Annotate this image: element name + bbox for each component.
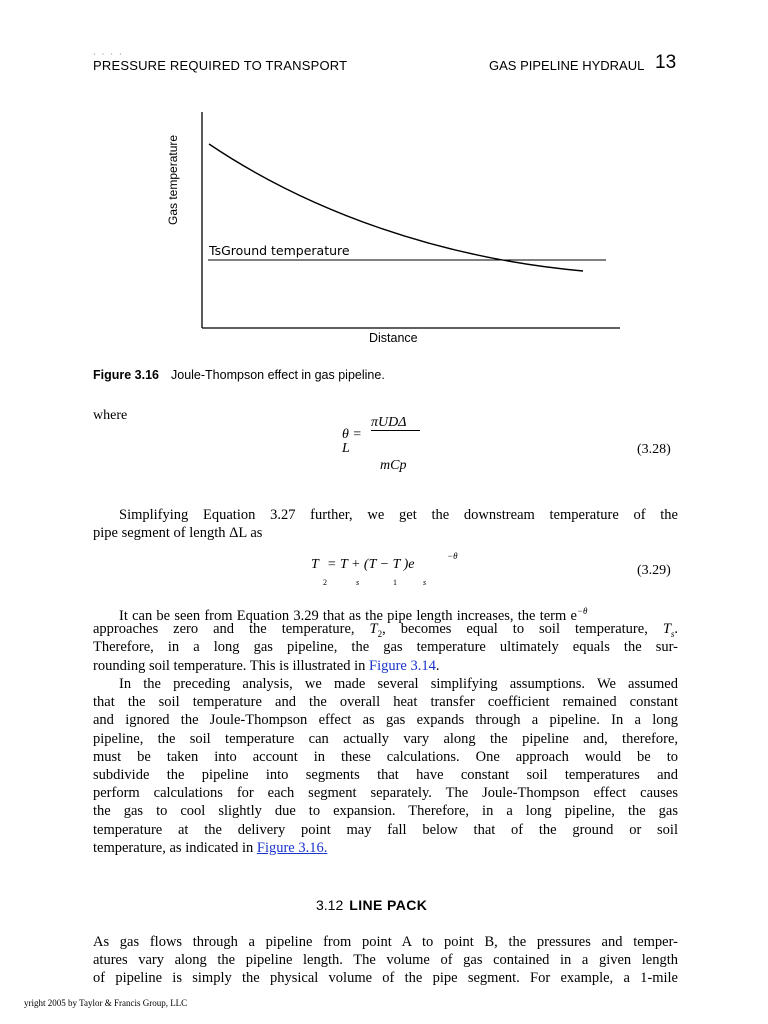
paragraph-line: subdivide the pipeline into segments that have constant soil temperatures and	[93, 766, 678, 783]
paragraph-line: must be taken into account in these calculations. One approach would be to	[93, 748, 678, 765]
caption-text: Joule-Thompson effect in gas pipeline.	[171, 368, 385, 382]
paragraph-simplifying	[93, 506, 678, 524]
paragraph-line: and ignored the Joule-Thompson effect as gas expands through a pipeline. In a long	[93, 712, 678, 729]
caption-number: Figure 3.16	[93, 368, 159, 382]
x-axis-label: Distance	[369, 331, 418, 345]
paragraph-line	[93, 657, 678, 675]
paragraph-line: pipeline, the soil temperature can actually vary along the pipeline and, therefore,	[93, 730, 678, 747]
paragraph-line: Simplifying Equation 3.27 further, we get the downstream temperature of the	[119, 507, 678, 523]
y-axis-label: Gas temperature	[166, 134, 180, 225]
where-word: where	[93, 408, 128, 423]
eq-3-28-lhs-denominator: L	[342, 441, 350, 456]
eq-3-28-numerator: πUDΔ	[371, 415, 420, 431]
paragraph-eq-3-29	[93, 602, 678, 675]
para2-line1-sup: −θ	[576, 606, 588, 616]
running-header-right: GAS PIPELINE HYDRAUL	[489, 58, 645, 73]
paragraph-line	[93, 839, 678, 857]
paragraph-line: perform calculations for each segment separately. The Joule-Thompson effect causes	[93, 785, 678, 802]
para2-text: .	[435, 657, 440, 674]
para2-text: rounding soil temperature. This is illustrated in	[93, 657, 366, 674]
para2-Ts-sub: s	[670, 629, 675, 640]
running-header-left: PRESSURE REQUIRED TO TRANSPORT	[93, 58, 348, 73]
section-number: 3.12	[316, 897, 344, 913]
eq-3-28-denominator: mCp	[380, 458, 407, 473]
figure-caption	[93, 368, 385, 382]
paragraph-line-pack	[93, 933, 678, 988]
section-heading	[316, 897, 427, 913]
eq-3-29-exponent: −θ	[447, 551, 458, 561]
eq-3-29-rhs: = T + (T − T )e	[327, 557, 415, 572]
paragraph-simplifying-cont	[93, 524, 678, 542]
para2-line1-text: It can be seen from Equation 3.29 that as the pipe length increases, the term e	[119, 607, 577, 624]
paragraph-line: of pipeline is simply the physical volume of the pipe segment. For example, a 1-mile	[93, 970, 678, 987]
paragraph-line: pipe segment of length ΔL as	[93, 525, 263, 541]
paragraph-line	[93, 620, 678, 638]
figure-3-14-link[interactable]: Figure 3.14	[369, 657, 436, 674]
para3-link-end: .	[323, 839, 328, 856]
eq-3-29-T: T	[311, 557, 319, 572]
paragraph-line: As gas flows through a pipeline from point A to point B, the pressures and temper-	[93, 934, 678, 950]
paragraph-line	[93, 602, 678, 624]
ground-temperature-label: TsGround temperature	[209, 243, 350, 258]
para2-Ts: T	[662, 621, 671, 638]
page-number: 13	[655, 52, 677, 73]
eq-3-29-sub-1: 1	[393, 578, 397, 587]
paragraph-line: atures vary along the pipeline length. The volume of gas contained in a given length	[93, 952, 678, 969]
paragraph-line: that the soil temperature and the overall heat transfer coefficient remained constant	[93, 694, 678, 711]
eq-3-29-sub-s: s	[356, 578, 360, 587]
eq-3-29-sub-2: 2	[323, 578, 327, 587]
para2-T2-sub: 2	[377, 629, 383, 640]
eq-3-28-number: (3.28)	[637, 442, 671, 457]
para2-text: approaches zero and the temperature,	[93, 621, 355, 638]
para2-text: .	[674, 621, 679, 638]
eq-3-29-sub-s2: s	[423, 578, 427, 587]
copyright-footer: yright 2005 by Taylor & Francis Group, LLC	[24, 998, 188, 1008]
paragraph-line: Therefore, in a long gas pipeline, the gas temperature ultimately equals the sur-	[93, 639, 678, 656]
para2-text: , becomes equal to soil temperature,	[382, 621, 648, 638]
eq-3-29-number: (3.29)	[637, 563, 671, 578]
paragraph-line: temperature at the delivery point may fall below that of the ground or soil	[93, 821, 678, 838]
figure-plot	[160, 100, 620, 350]
eq-3-28-lhs: θ =	[342, 427, 362, 442]
section-title: LINE PACK	[349, 897, 428, 913]
paragraph-line: the gas to cool slightly due to expansion. Therefore, in a long pipeline, the gas	[93, 803, 678, 820]
paragraph-line: In the preceding analysis, we made several simplifying assumptions. We assumed	[119, 676, 678, 692]
para3-text: temperature, as indicated in	[93, 839, 254, 856]
para2-T2: T	[369, 621, 378, 638]
header-dots: · · · ·	[93, 50, 124, 59]
figure-joule-thompson	[160, 100, 620, 350]
paragraph-assumptions	[93, 675, 678, 857]
figure-3-16-link[interactable]: Figure 3.16	[256, 839, 324, 856]
